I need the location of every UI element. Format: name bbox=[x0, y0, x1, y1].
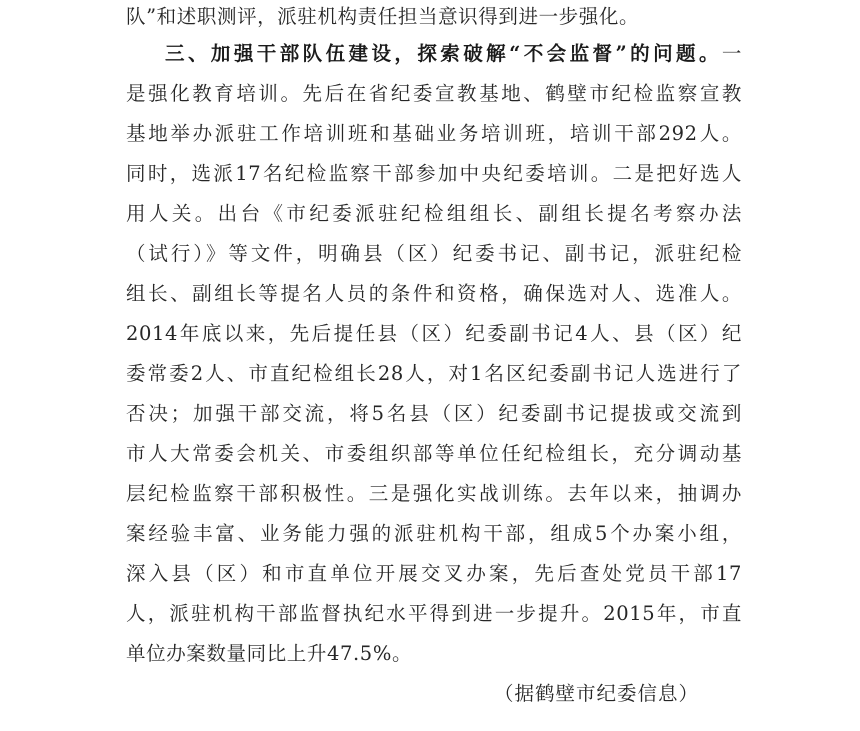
body-line: 基地举办派驻工作培训班和基础业务培训班，培训干部292人。 bbox=[126, 122, 742, 145]
body-line: 2014年底以来，先后提任县（区）纪委副书记4人、县（区）纪 bbox=[126, 322, 742, 345]
body-line: 同时，选派17名纪检监察干部参加中央纪委培训。二是把好选人 bbox=[126, 162, 742, 185]
body-line: 案经验丰富、业务能力强的派驻机构干部，组成5个办案小组， bbox=[126, 522, 742, 545]
previous-paragraph-ending: 队”和述职测评，派驻机构责任担当意识得到进一步强化。 bbox=[126, 5, 640, 28]
section-three-first-line bbox=[165, 39, 742, 69]
body-line-last: 单位办案数量同比上升47.5%。 bbox=[126, 642, 413, 665]
body-line: 深入县（区）和市直单位开展交叉办案，先后查处党员干部17 bbox=[126, 562, 742, 585]
body-line: 否决；加强干部交流，将5名县（区）纪委副书记提拔或交流到 bbox=[126, 402, 742, 425]
source-attribution: （据鹤壁市纪委信息） bbox=[494, 682, 700, 705]
body-line: 人，派驻机构干部监督执纪水平得到进一步提升。2015年，市直 bbox=[126, 602, 742, 625]
body-line: 组长、副组长等提名人员的条件和资格，确保选对人、选准人。 bbox=[126, 282, 742, 305]
section-heading: 三、加强干部队伍建设，探索破解“不会监督”的问题。 bbox=[165, 42, 722, 65]
body-line: 市人大常委会机关、市委组织部等单位任纪检组长，充分调动基 bbox=[126, 442, 742, 465]
body-line-0: 一 bbox=[721, 42, 742, 65]
body-line: （试行）》等文件，明确县（区）纪委书记、副书记，派驻纪检 bbox=[126, 242, 742, 265]
body-line: 是强化教育培训。先后在省纪委宣教基地、鹤壁市纪检监察宣教 bbox=[126, 82, 742, 105]
body-line: 用人关。出台《市纪委派驻纪检组组长、副组长提名考察办法 bbox=[126, 202, 742, 225]
body-line: 层纪检监察干部积极性。三是强化实战训练。去年以来，抽调办 bbox=[126, 482, 742, 505]
body-line: 委常委2人、市直纪检组长28人，对1名区纪委副书记人选进行了 bbox=[126, 362, 742, 385]
